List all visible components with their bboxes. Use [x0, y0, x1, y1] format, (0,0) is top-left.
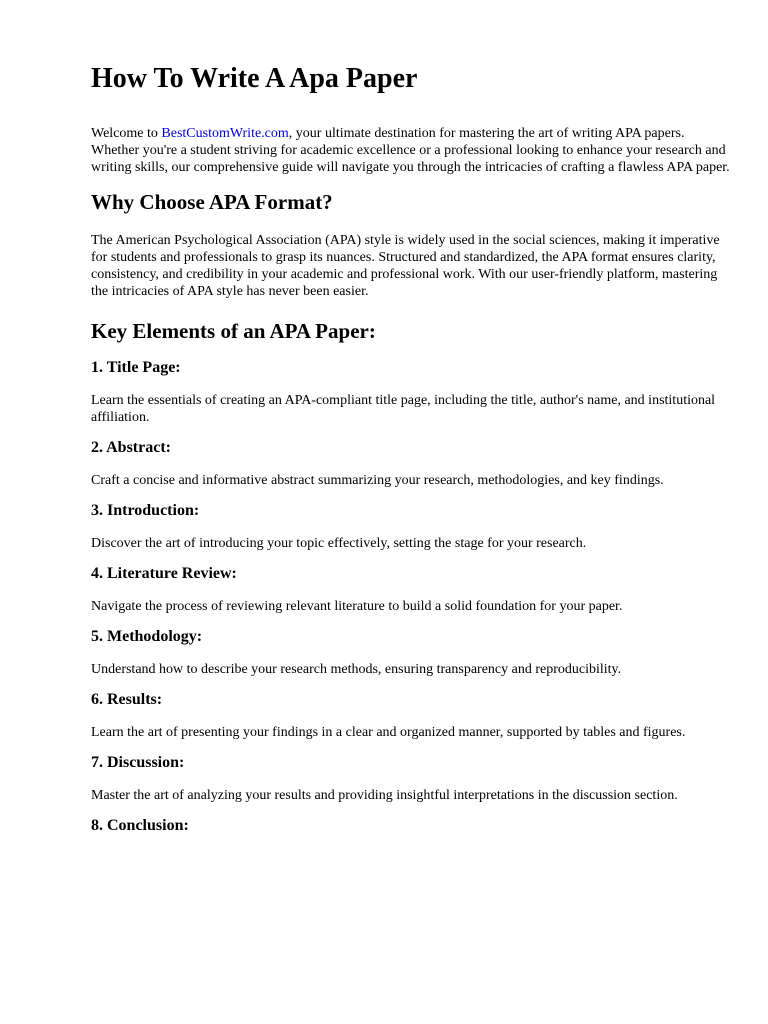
document-page — [91, 0, 731, 836]
section-heading-introduction: 3. Introduction: — [91, 502, 200, 519]
key-elements-heading: Key Elements of an APA Paper: — [91, 319, 376, 343]
section-heading-title-page: 1. Title Page: — [91, 359, 181, 376]
section-heading-methodology: 5. Methodology: — [91, 628, 203, 645]
intro-suffix: , your ultimate destination for mastering the art of writing APA papers. Whether you're a student striving for academic excellence or a professional looking to enhance your research and writing skills, our comprehensive guide will navigate you through the intricacies of crafting a flawless APA paper. — [91, 126, 730, 175]
site-link[interactable]: BestCustomWrite.com — [161, 126, 289, 141]
section-heading-conclusion: 8. Conclusion: — [91, 817, 189, 834]
intro-prefix: Welcome to — [91, 126, 162, 141]
section-body-literature-review: Navigate the process of reviewing relevant literature to build a solid foundation for your paper. — [91, 599, 623, 614]
section-body-introduction: Discover the art of introducing your topic effectively, setting the stage for your research. — [91, 536, 587, 551]
section-body-results: Learn the art of presenting your findings in a clear and organized manner, supported by tables and figures. — [91, 725, 686, 740]
why-heading: Why Choose APA Format? — [91, 190, 333, 214]
section-body-methodology: Understand how to describe your research methods, ensuring transparency and reproducibility. — [91, 662, 622, 677]
section-heading-results: 6. Results: — [91, 691, 163, 708]
section-heading-abstract: 2. Abstract: — [91, 439, 171, 456]
section-heading-literature-review: 4. Literature Review: — [91, 565, 237, 582]
why-paragraph: The American Psychological Association (APA) style is widely used in the social sciences, making it imperative for students and professionals to grasp its nuances. Structured and standardized, the APA format ensures clarity, consistency, and credibility in your academic and professional work. With our user-friendly platform, mastering the intricacies of APA style has never been easier. — [91, 233, 720, 299]
section-body-title-page: Learn the essentials of creating an APA-compliant title page, including the title, author's name, and institutional affiliation. — [91, 393, 716, 425]
section-heading-discussion: 7. Discussion: — [91, 754, 185, 771]
section-body-abstract: Craft a concise and informative abstract summarizing your research, methodologies, and key findings. — [91, 473, 664, 488]
intro-paragraph — [91, 125, 731, 176]
section-body-discussion: Master the art of analyzing your results and providing insightful interpretations in the discussion section. — [91, 788, 678, 803]
page-title: How To Write A Apa Paper — [91, 63, 418, 94]
